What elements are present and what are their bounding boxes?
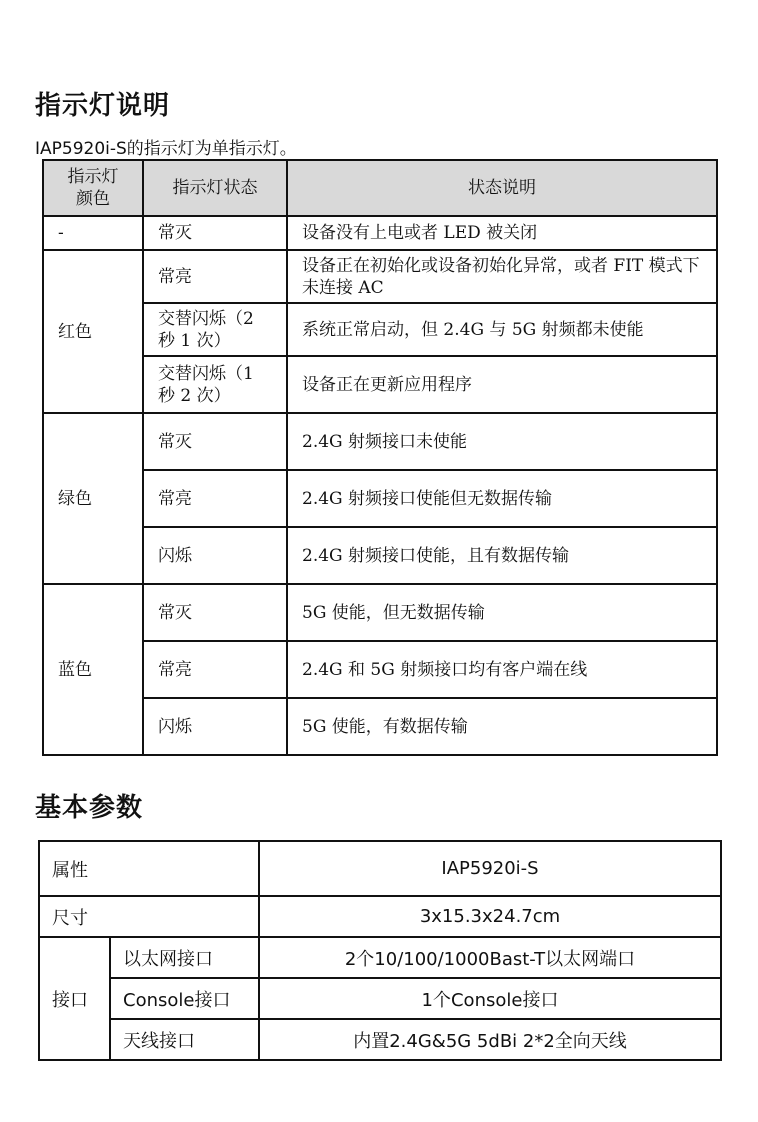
table-row (43, 470, 717, 527)
desc-cell: 2.4G 射频接口使能，且有数据传输 (287, 527, 717, 584)
state-cell: 闪烁 (143, 698, 287, 755)
table-row (43, 698, 717, 755)
desc-cell: 5G 使能，但无数据传输 (287, 584, 717, 641)
state-cell: 交替闪烁（2 秒 1 次） (143, 303, 287, 356)
desc-cell: 系统正常启动，但 2.4G 与 5G 射频都未使能 (287, 303, 717, 356)
iface-value: 1个Console接口 (259, 978, 721, 1019)
color-cell: 绿色 (43, 413, 143, 584)
state-cell: 常亮 (143, 641, 287, 698)
intro-text: IAP5920i-S的指示灯为单指示灯。 (35, 139, 297, 159)
attr-value: IAP5920i-S (259, 841, 721, 896)
table-row (39, 1019, 721, 1060)
iface-sub-label: 以太网接口 (110, 937, 259, 978)
size-value: 3x15.3x24.7cm (259, 896, 721, 937)
section-title-params: 基本参数 (35, 793, 144, 823)
table-row (43, 216, 717, 250)
desc-cell: 2.4G 射频接口未使能 (287, 413, 717, 470)
state-cell: 常亮 (143, 470, 287, 527)
table-row (43, 584, 717, 641)
header-desc: 状态说明 (287, 160, 717, 216)
table-row (39, 937, 721, 978)
table-row (43, 527, 717, 584)
iface-label: 接口 (39, 937, 110, 1060)
desc-cell: 设备正在初始化或设备初始化异常，或者 FIT 模式下未连接 AC (287, 250, 717, 303)
table-row (43, 641, 717, 698)
size-label: 尺寸 (39, 896, 259, 937)
section-title-indicator: 指示灯说明 (35, 91, 171, 121)
iface-value: 内置2.4G&5G 5dBi 2*2全向天线 (259, 1019, 721, 1060)
indicator-table (42, 159, 718, 756)
attr-label: 属性 (39, 841, 259, 896)
desc-cell: 2.4G 射频接口使能但无数据传输 (287, 470, 717, 527)
color-cell: 蓝色 (43, 584, 143, 755)
color-cell: - (43, 216, 143, 250)
state-cell: 常灭 (143, 216, 287, 250)
table-row (39, 841, 721, 896)
table-row (43, 250, 717, 303)
desc-cell: 设备没有上电或者 LED 被关闭 (287, 216, 717, 250)
state-cell: 常灭 (143, 413, 287, 470)
params-table (38, 840, 722, 1061)
table-row (39, 896, 721, 937)
table-row (43, 356, 717, 413)
iface-value: 2个10/100/1000Bast-T以太网端口 (259, 937, 721, 978)
desc-cell: 2.4G 和 5G 射频接口均有客户端在线 (287, 641, 717, 698)
table-row (43, 413, 717, 470)
state-cell: 交替闪烁（1 秒 2 次） (143, 356, 287, 413)
state-cell: 常灭 (143, 584, 287, 641)
iface-sub-label: Console接口 (110, 978, 259, 1019)
iface-sub-label: 天线接口 (110, 1019, 259, 1060)
table-row (43, 303, 717, 356)
state-cell: 常亮 (143, 250, 287, 303)
header-state: 指示灯状态 (143, 160, 287, 216)
color-cell: 红色 (43, 250, 143, 413)
table-row (39, 978, 721, 1019)
state-cell: 闪烁 (143, 527, 287, 584)
desc-cell: 设备正在更新应用程序 (287, 356, 717, 413)
table-header-row (43, 160, 717, 216)
desc-cell: 5G 使能，有数据传输 (287, 698, 717, 755)
header-color: 指示灯颜色 (43, 160, 143, 216)
